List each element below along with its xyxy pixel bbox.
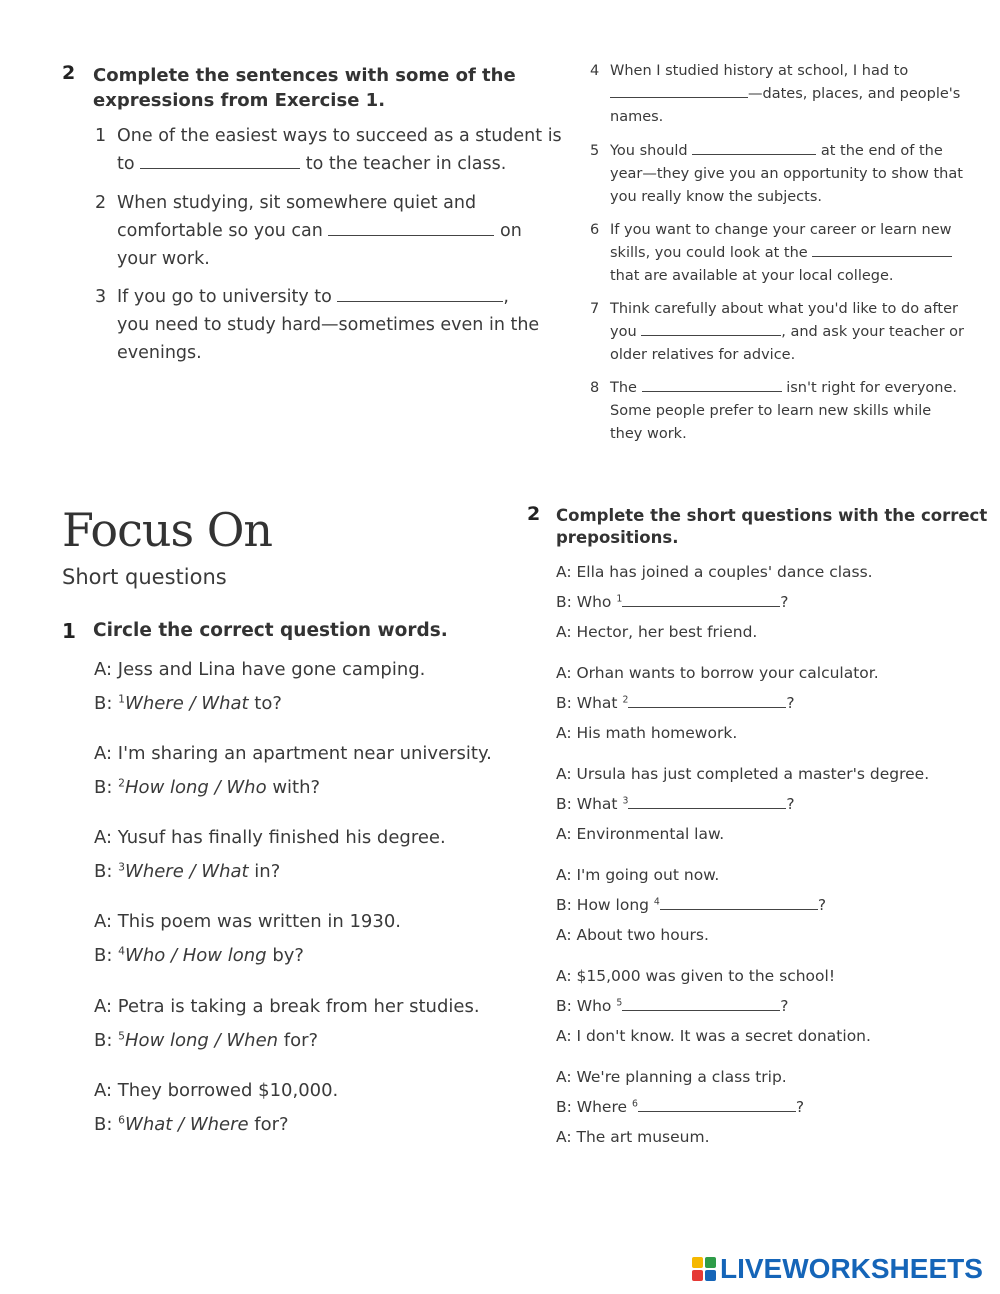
heading-line: Complete the short questions with the correct — [556, 506, 988, 525]
item-text: comfortable so you can — [117, 221, 323, 241]
dialogue-line-b[interactable]: B: $^6$What / Where for? — [94, 1113, 289, 1135]
question-word-options[interactable]: Who / How long — [125, 945, 267, 966]
dialogue-line-a: A: $15,000 was given to the school! — [556, 967, 836, 985]
question-word-options[interactable]: Where / What — [125, 861, 249, 882]
item-text: you — [610, 324, 637, 340]
dialogue-line-a: A: We're planning a class trip. — [556, 1068, 787, 1086]
dialogue — [94, 821, 446, 889]
answer-blank[interactable] — [812, 242, 952, 257]
question-word-options[interactable]: How long / Who — [125, 777, 267, 798]
item-line: year—they give you an opportunity to show that — [610, 166, 963, 182]
item-number: 5 — [590, 143, 600, 159]
answer-blank[interactable] — [628, 793, 786, 809]
logo-text: LIVEWORKSHEETS — [720, 1253, 983, 1284]
exercise2-number: 2 — [527, 503, 541, 525]
exercise1-heading: Circle the correct question words. — [93, 620, 448, 641]
dialogue-line-b: B: Who $^5$ ? — [556, 997, 789, 1015]
item-line — [117, 283, 539, 311]
item-number: 6 — [590, 222, 600, 238]
item-text: If you go to university to — [117, 287, 332, 307]
item-line: When I studied history at school, I had to — [610, 63, 909, 79]
answer-blank[interactable] — [337, 284, 503, 302]
item-text: at the end of the — [820, 143, 943, 159]
dialogue-line-b: B: What $^3$ ? — [556, 795, 795, 813]
item-line: Think carefully about what you'd like to do after — [610, 301, 958, 317]
item-text: isn't right for everyone. — [786, 380, 958, 396]
item-line — [610, 377, 957, 400]
dialogue-line-a: A: They borrowed $10,000. — [94, 1080, 339, 1101]
item-text: , — [503, 287, 509, 307]
dialogue-line-b: B: Where $^6$ ? — [556, 1098, 805, 1116]
dialogue-line-reply: A: Hector, her best friend. — [556, 623, 758, 641]
dialogue — [94, 1074, 338, 1142]
item-text: to the teacher in class. — [305, 154, 507, 174]
page-title: Focus On — [62, 503, 273, 557]
dialogue-line-a: A: Orhan wants to borrow your calculator. — [556, 664, 879, 682]
dialogue-line-reply: A: His math homework. — [556, 724, 738, 742]
item-number: 2 — [95, 193, 107, 213]
dialogue — [94, 990, 480, 1058]
dialogue — [556, 860, 826, 950]
dialogue-line-b: B: How long $^4$ ? — [556, 896, 827, 914]
item-number: 8 — [590, 380, 600, 396]
dialogue-line-reply: A: Environmental law. — [556, 825, 725, 843]
dialogue — [556, 557, 873, 647]
dialogue — [556, 759, 929, 849]
dialogue-line-b[interactable]: B: $^4$Who / How long by? — [94, 944, 304, 966]
answer-blank[interactable] — [660, 894, 818, 910]
liveworksheets-logo — [692, 1252, 983, 1286]
item-number: 7 — [590, 301, 600, 317]
item-text: —dates, places, and people's — [748, 86, 961, 102]
item-line: they work. — [610, 426, 687, 442]
dialogue — [94, 737, 492, 805]
answer-blank[interactable] — [622, 591, 780, 607]
dialogue-line-reply: A: The art museum. — [556, 1128, 710, 1146]
exercise1-number: 1 — [62, 619, 76, 643]
answer-blank[interactable] — [610, 83, 748, 98]
item-line: One of the easiest ways to succeed as a student is — [117, 126, 562, 146]
dialogue-line-a: A: I'm sharing an apartment near university. — [94, 743, 492, 764]
dialogue-line-b[interactable]: B: $^3$Where / What in? — [94, 860, 281, 882]
dialogue — [556, 1062, 804, 1152]
item-line: evenings. — [117, 343, 202, 363]
top-exercise-heading — [93, 63, 516, 113]
item-text: The — [610, 380, 637, 396]
section-subtitle: Short questions — [62, 565, 227, 589]
dialogue — [94, 905, 401, 973]
item-line: When studying, sit somewhere quiet and — [117, 193, 477, 213]
item-text: , and ask your teacher or — [781, 324, 965, 340]
dialogue-line-a: A: Jess and Lina have gone camping. — [94, 659, 426, 680]
dialogue-line-reply: A: About two hours. — [556, 926, 709, 944]
item-line — [117, 150, 562, 178]
item-line: you really know the subjects. — [610, 189, 822, 205]
dialogue-line-reply: A: I don't know. It was a secret donation. — [556, 1027, 871, 1045]
question-word-options[interactable]: What / Where — [125, 1114, 249, 1135]
item-line: your work. — [117, 249, 210, 269]
answer-blank[interactable] — [642, 377, 782, 392]
question-word-options[interactable]: Where / What — [125, 693, 249, 714]
dialogue-line-a: A: Ursula has just completed a master's degree. — [556, 765, 930, 783]
heading-line: Complete the sentences with some of the — [93, 65, 516, 86]
item-text: skills, you could look at the — [610, 245, 808, 261]
dialogue-line-b: B: Who $^1$ ? — [556, 593, 789, 611]
exercise2-heading — [556, 505, 987, 549]
dialogue-line-b: B: What $^2$ ? — [556, 694, 795, 712]
heading-line: expressions from Exercise 1. — [93, 90, 386, 111]
answer-blank[interactable] — [692, 140, 816, 155]
item-line: If you want to change your career or learn new — [610, 222, 952, 238]
heading-line: prepositions. — [556, 528, 679, 547]
dialogue-line-a: A: I'm going out now. — [556, 866, 720, 884]
answer-blank[interactable] — [638, 1096, 796, 1112]
question-word-options[interactable]: How long / When — [125, 1030, 279, 1051]
item-line: that are available at your local college. — [610, 268, 894, 284]
dialogue-line-a: A: This poem was written in 1930. — [94, 911, 402, 932]
dialogue — [94, 653, 425, 721]
item-number: 4 — [590, 63, 600, 79]
item-line — [610, 83, 960, 106]
dialogue — [556, 961, 871, 1051]
answer-blank[interactable] — [641, 321, 781, 336]
answer-blank[interactable] — [140, 151, 300, 169]
item-line — [610, 321, 964, 344]
item-line — [610, 242, 952, 265]
answer-blank[interactable] — [628, 692, 786, 708]
dialogue — [556, 658, 879, 748]
item-text: You should — [610, 143, 688, 159]
item-line: Some people prefer to learn new skills while — [610, 403, 932, 419]
dialogue-line-b[interactable]: B: $^2$How long / Who with? — [94, 776, 321, 798]
dialogue-line-a: A: Ella has joined a couples' dance class. — [556, 563, 873, 581]
answer-blank[interactable] — [328, 218, 494, 236]
item-line: names. — [610, 109, 664, 125]
item-line — [610, 140, 963, 163]
dialogue-line-b[interactable]: B: $^5$How long / When for? — [94, 1029, 319, 1051]
item-line: older relatives for advice. — [610, 347, 796, 363]
answer-blank[interactable] — [622, 995, 780, 1011]
item-text: on — [500, 221, 522, 241]
dialogue-line-b[interactable]: B: $^1$Where / What to? — [94, 692, 282, 714]
item-number: 3 — [95, 287, 107, 307]
logo-mark-icon — [692, 1257, 716, 1281]
dialogue-line-a: A: Petra is taking a break from her studies. — [94, 996, 480, 1017]
top-exercise-number: 2 — [62, 62, 76, 84]
item-number: 1 — [95, 126, 107, 146]
item-line — [117, 217, 522, 245]
item-text: to — [117, 154, 135, 174]
dialogue-line-a: A: Yusuf has finally finished his degree. — [94, 827, 446, 848]
item-line: you need to study hard—sometimes even in the — [117, 315, 540, 335]
